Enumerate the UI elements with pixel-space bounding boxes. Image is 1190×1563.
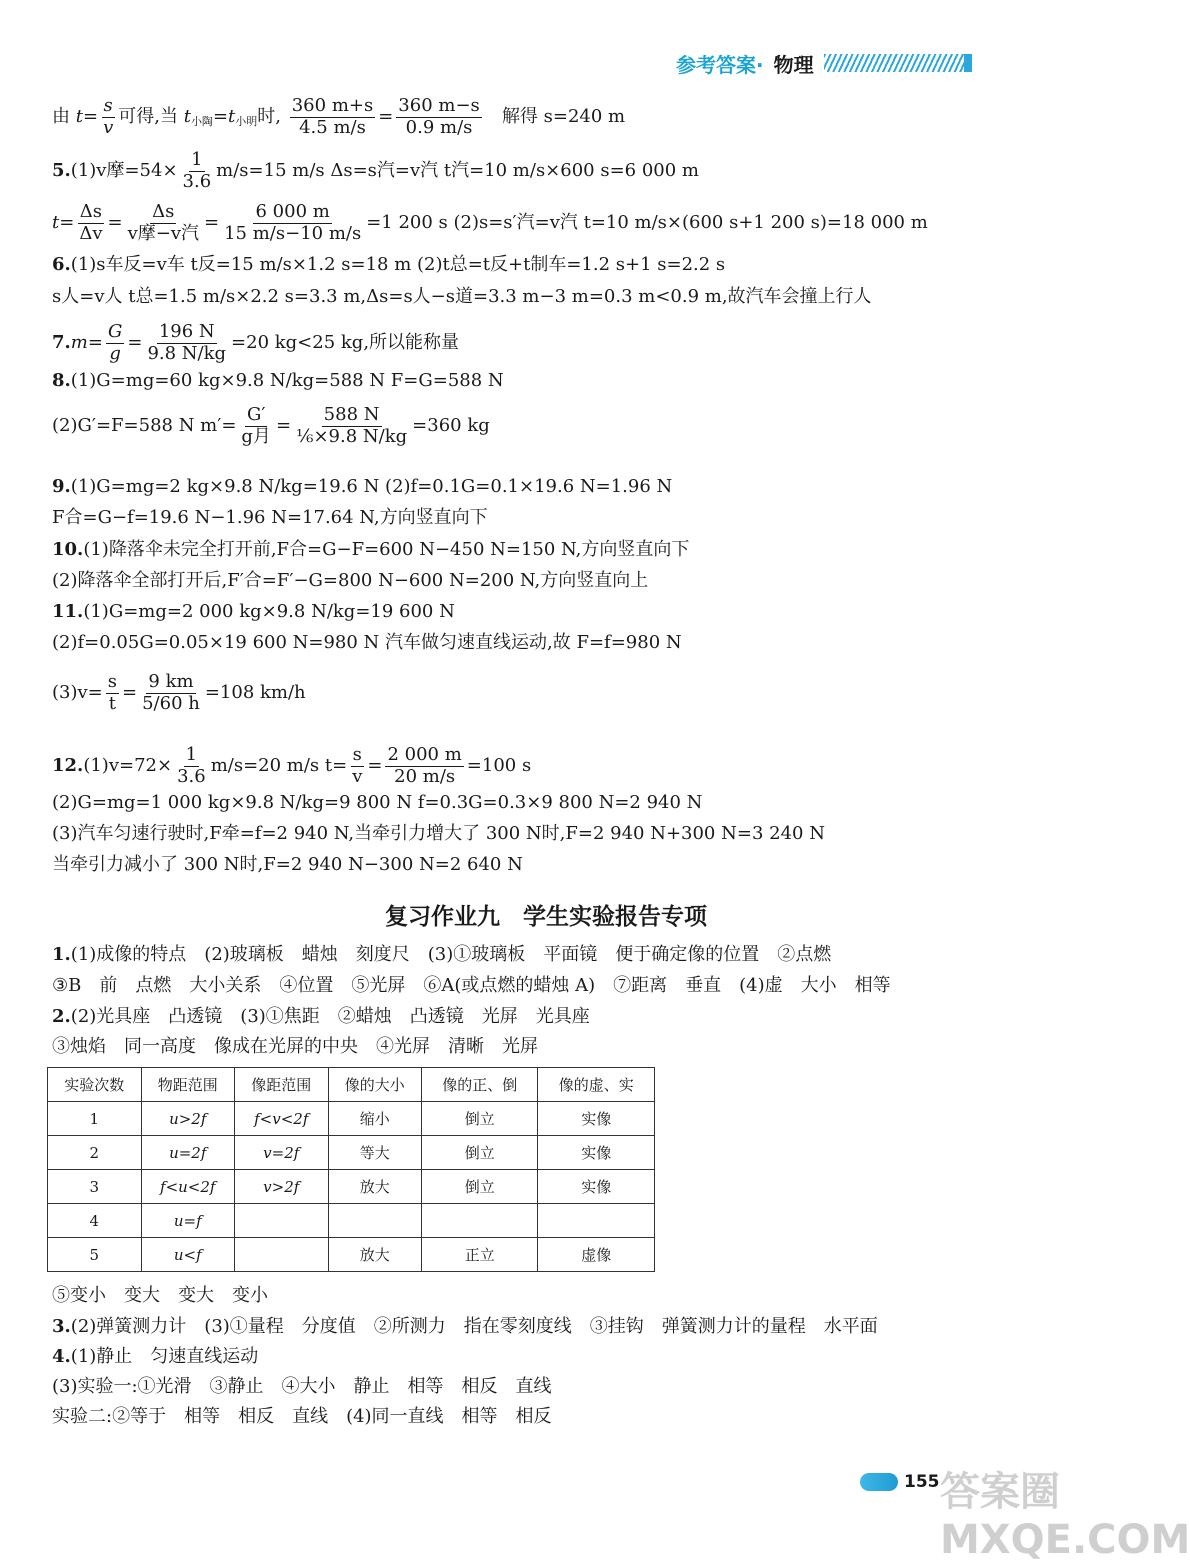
table-cell (422, 1204, 538, 1238)
table-cell: 3 (48, 1170, 142, 1204)
table-cell (235, 1238, 329, 1272)
exp-4-a: 4.(1)静止 匀速直线运动 (52, 1346, 259, 1367)
table-cell: u=f (141, 1204, 235, 1238)
header-stripes-end (964, 54, 972, 72)
table-cell: 1 (48, 1102, 142, 1136)
table-cell: f<v<2f (235, 1102, 329, 1136)
page-number (860, 1472, 940, 1492)
page-number-text: 155 (904, 1472, 940, 1492)
answer-q8-a: 8.(1)G=mg=60 kg×9.8 N/kg=588 N F=G=588 N (52, 370, 504, 391)
table-cell: 倒立 (422, 1170, 538, 1204)
answer-q12-b: (2)G=mg=1 000 kg×9.8 N/kg=9 800 N f=0.3G=0.3×9 800 N=2 940 N (52, 792, 703, 813)
answer-q11-b: (2)f=0.05G=0.05×19 600 N=980 N 汽车做匀速直线运动,故 F=f=980 N (52, 632, 682, 653)
table-cell: u=2f (141, 1136, 235, 1170)
exp-4-c: 实验二:②等于 相等 相反 直线 (4)同一直线 相等 相反 (52, 1406, 552, 1427)
table-cell: 实像 (538, 1102, 655, 1136)
page-header (676, 50, 972, 76)
table-cell: 实像 (538, 1136, 655, 1170)
table-cell: 正立 (422, 1238, 538, 1272)
table-cell: 缩小 (328, 1102, 422, 1136)
answer-q9-a: 9.(1)G=mg=2 kg×9.8 N/kg=19.6 N (2)f=0.1G=0.1×19.6 N=1.96 N (52, 476, 673, 497)
table-header: 实验次数 (48, 1068, 142, 1102)
header-stripes (824, 54, 964, 72)
table-row (48, 1136, 655, 1170)
exp-3: 3.(2)弹簧测力计 (3)①量程 分度值 ②所测力 指在零刻度线 ③挂钩 弹簧测力计的量程 水平面 (52, 1316, 878, 1337)
table-cell (328, 1204, 422, 1238)
exp-4-b: (3)实验一:①光滑 ③静止 ④大小 静止 相等 相反 直线 (52, 1376, 552, 1397)
table-cell: v=2f (235, 1136, 329, 1170)
exp-1-b: ③B 前 点燃 大小关系 ④位置 ⑤光屏 ⑥A(或点燃的蜡烛 A) ⑦距离 垂直 (4)虚 大小 相等 (52, 975, 891, 996)
answer-q9-b: F合=G−f=19.6 N−1.96 N=17.64 N,方向竖直向下 (52, 507, 488, 528)
watermark: 答案圈 MXQE.COM (940, 1469, 1190, 1563)
page-number-badge (860, 1473, 898, 1491)
answer-q6-a: 6.(1)s车反=v车 t反=15 m/s×1.2 s=18 m (2)t总=t反+t制车=1.2 s+1 s=2.2 s (52, 254, 726, 275)
table-cell: 实像 (538, 1170, 655, 1204)
table-header: 像的虚、实 (538, 1068, 655, 1102)
answer-q12-d: 当牵引力减小了 300 N时,F=2 940 N−300 N=2 640 N (52, 854, 523, 875)
table-row (48, 1238, 655, 1272)
answer-q5-b: t= $\frac{\Delta s}{\Delta v}$ = $\frac{\Delta s}{\text{v摩−v汽}}$ = $\frac{6 000 m}{15 m/s-10 m/s}$ =1 200 s (2)s=s′汽=v汽 t=10 m/s×(600 s+1 200 s)=18 000 m (52, 201, 928, 244)
header-subject: 物理 (773, 52, 814, 77)
answer-q11-a: 11.(1)G=mg=2 000 kg×9.8 N/kg=19 600 N (52, 601, 455, 622)
table-cell: 4 (48, 1204, 142, 1238)
answer-q10-a: 10.(1)降落伞未完全打开前,F合=G−F=600 N−450 N=150 N,方向竖直向下 (52, 539, 690, 560)
table-header: 像的正、倒 (422, 1068, 538, 1102)
exp-2-a: 2.(2)光具座 凸透镜 (3)①焦距 ②蜡烛 凸透镜 光屏 光具座 (52, 1006, 590, 1027)
table-cell (235, 1204, 329, 1238)
answer-q5-a: 5.(1)v摩=54× $\frac{1}{3.6}$ m/s=15 m/s Δs=s汽=v汽 t汽=10 m/s×600 s=6 000 m (52, 149, 699, 192)
table-cell: 5 (48, 1238, 142, 1272)
table-header: 像距范围 (235, 1068, 329, 1102)
answer-q7: 7.m= $\frac{G}{g}$ = $\frac{196 N}{9.8 N/kg}$ =20 kg<25 kg,所以能称量 (52, 321, 460, 364)
table-cell: 倒立 (422, 1102, 538, 1136)
table-cell: v>2f (235, 1170, 329, 1204)
header-label: 参考答案· (676, 52, 764, 77)
section-title: 复习作业九 学生实验报告专项 (385, 904, 707, 930)
table-cell: u<f (141, 1238, 235, 1272)
answer-q12-a: 12.(1)v=72× $\frac{1}{3.6}$ m/s=20 m/s t= $\frac{s}{v}$ = $\frac{2 000 m}{20 m/s}$ =100 s (52, 744, 532, 787)
answer-q12-c: (3)汽车匀速行驶时,F牵=f=2 940 N,当牵引力增大了 300 N时,F=2 940 N+300 N=3 240 N (52, 823, 825, 844)
table-header-row (48, 1068, 655, 1102)
answer-q6-b: s人=v人 t总=1.5 m/s×2.2 s=3.3 m,Δs=s人−s道=3.3 m−3 m=0.3 m<0.9 m,故汽车会撞上行人 (52, 286, 872, 307)
answer-q8-b: (2)G′=F=588 N m′= $\frac{G'}{\text{g月}}$ = $\frac{588 N}{\text{⅙×9.8 N/kg}}$ =360 kg (52, 404, 490, 447)
table-row (48, 1170, 655, 1204)
table-cell: 等大 (328, 1136, 422, 1170)
table-row (48, 1204, 655, 1238)
answer-q11-c: (3)v= $\frac{s}{t}$ = $\frac{9 km}{5/60 h}$ =108 km/h (52, 671, 306, 714)
answer-line-1: 由 t= $\frac{s}{v}$ 可得,当 $t_{小陶}=t_{小明}$时, $\frac{360 m+s}{4.5 m/s}$ = $\frac{360 m-s}{0.9 m/s}$ 解得 s=240 m (52, 95, 626, 138)
lens-experiment-table (47, 1067, 655, 1272)
table-header: 像的大小 (328, 1068, 422, 1102)
exp-1-a: 1.(1)成像的特点 (2)玻璃板 蜡烛 刻度尺 (3)①玻璃板 平面镜 便于确定像的位置 ②点燃 (52, 944, 832, 965)
table-cell: u>2f (141, 1102, 235, 1136)
table-header: 物距范围 (141, 1068, 235, 1102)
table-cell: 放大 (328, 1238, 422, 1272)
table-cell: 虚像 (538, 1238, 655, 1272)
table-cell: 2 (48, 1136, 142, 1170)
table-row (48, 1102, 655, 1136)
table-cell: 放大 (328, 1170, 422, 1204)
exp-2-c: ⑤变小 变大 变大 变小 (52, 1285, 268, 1306)
table-cell (538, 1204, 655, 1238)
table-cell: f<u<2f (141, 1170, 235, 1204)
exp-2-b: ③烛焰 同一高度 像成在光屏的中央 ④光屏 清晰 光屏 (52, 1036, 538, 1057)
answer-q10-b: (2)降落伞全部打开后,F′合=F′−G=800 N−600 N=200 N,方向竖直向上 (52, 570, 649, 591)
table-cell: 倒立 (422, 1136, 538, 1170)
